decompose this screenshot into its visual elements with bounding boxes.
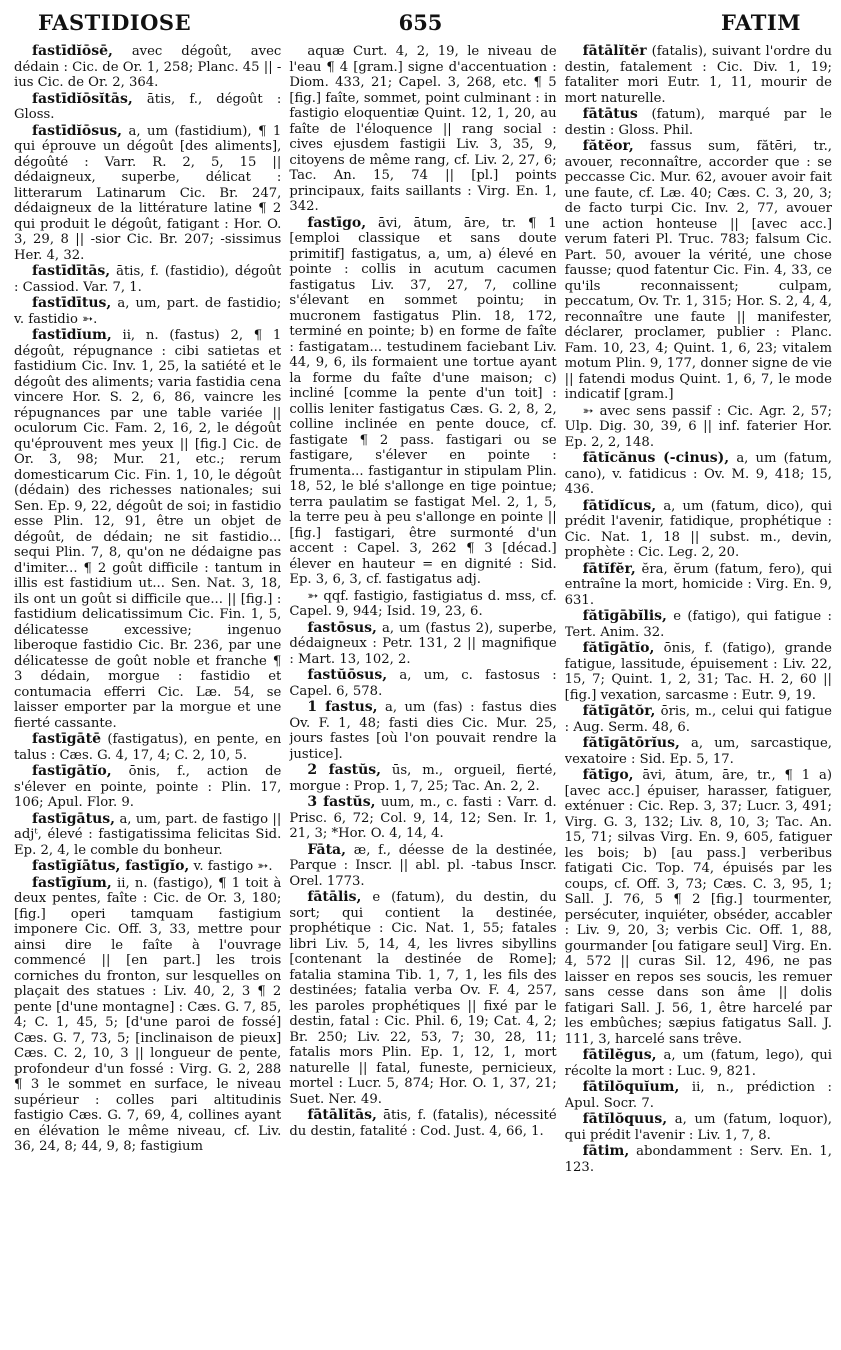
column-right <box>565 44 832 1344</box>
column-left <box>14 44 281 1344</box>
entry-definition: ōnis, f., action de s'élever en pointe, pointe : Plin. 17, 106; Apul. Flor. 9. <box>14 764 282 810</box>
entry-definition: a, um (fastus 2), superbe, dédaigneux : Petr. 131, 2 || magnifique : Mart. 13, 102, 2. <box>289 620 557 667</box>
dictionary-entry <box>14 296 281 327</box>
entry-headword: 3 fastŭs, <box>307 794 376 810</box>
entry-definition: ii, n. (fastigo), ¶ 1 toit à deux pentes, faîte : Cic. de Or. 3, 180; [fig.] operi tamquam fastigium imponere Cic. Off. 3, 33, mettre pour ainsi dire le faîte à l'ouvrage commencé || [en part.] les trois corniches du fronton, sur lesquelles on plaçait des statues : Liv. 40, 2, 3 ¶ 2 pente [d'une montagne] : Cæs. G. 7, 85, 4; C. 1, 45, 5; [d'une paroi de fossé] Cæs. G. 7, 73, 5; [inclinaison de pieux] Cæs. C. 2, 10, 3 || longueur de pente, profondeur d'un fossé : Virg. G. 2, 288 ¶ 3 le sommet en surface, le niveau supérieur : colles pari altitudinis fastigio Cæs. G. 7, 69, 4, collines ayant en élévation le même niveau, cf. Liv. 36, 24, 8; 44, 9, 8; fastigium <box>14 875 282 1154</box>
dictionary-entry <box>565 499 832 561</box>
entry-definition: a, um (fas) : fastus dies Ov. F. 1, 48; fasti dies Cic. Mur. 25, jours fastes [où l'on pouvait rendre la justice]. <box>289 700 557 762</box>
entry-definition: v. fastigo ➳. <box>193 859 273 874</box>
entry-definition: ātis, f. (fastidio), dégoût : Cassiod. Var. 7, 1. <box>14 264 282 295</box>
dictionary-entry <box>14 812 281 859</box>
entry-definition: avec dégoût, avec dédain : Cic. de Or. 1, 258; Planc. 45 || -ius Cic. de Or. 2, 364. <box>14 44 282 90</box>
dictionary-entry <box>565 404 832 451</box>
entry-headword: fastīgātus, <box>32 810 116 827</box>
entry-headword: fātālĭtĕr <box>582 44 647 59</box>
dictionary-entry <box>14 732 281 763</box>
entry-headword: fastīgo, <box>307 214 367 231</box>
entry-headword: fastīgĭum, <box>32 874 112 891</box>
dictionary-entry <box>14 92 281 123</box>
dictionary-entry <box>14 859 281 875</box>
entry-definition: āvi, ātum, āre, tr., ¶ 1 a) [avec acc.] épuiser, harasser, fatiguer, exténuer : Cic. Rep. 3, 37; Lucr. 3, 491; Virg. G. 3, 132; Liv. 8, 10, 3; Tac. An. 15, 71; silvas Virg. En. 9, 605, fatiguer les bois; b) [au pass.] verberibus fatigati Cic. Top. 74, épuisés par les coups, cf. Off. 3, 73; Cæs. C. 3, 95, 1; Sall. J. 76, 5 ¶ 2 [fig.] tourmenter, persécuter, inquiéter, obséder, accabler : Liv. 9, 20, 3; verbis Cic. Off. 1, 88, gourmander [ou fatigare seul] Virg. En. 4, 572 || curas Sil. 12, 496, ne pas laisser en repos ses soucis, les remuer sans cesse dans son âme || dolis fatigari Sall. J. 56, 1, être harcelé par les embûches; sæpius fatigatus Sall. J. 111, 3, harcelé sans trêve. <box>564 768 832 1047</box>
dictionary-entry <box>565 704 832 735</box>
entry-definition: e (fatum), du destin, du sort; qui contient la destinée, prophétique : Cic. Nat. 1, 55; fatales libri Liv. 5, 14, 4, les livres sibyllins [contenant la destinée de Rome]; fatalia stamina Tib. 1, 7, 1, les fils des destinées; fatalia verba Ov. F. 4, 257, les paroles prophétiques || fixé par le destin, fatal : Cic. Phil. 6, 19; Cat. 4, 2; Br. 250; Liv. 22, 53, 7; 30, 28, 11; fatalis mors Plin. Ep. 1, 12, 1, mort naturelle || fatal, funeste, pernicieux, mortel : Lucr. 5, 874; Hor. O. 1, 37, 21; Suet. Ner. 49. <box>289 890 557 1107</box>
entry-headword: fātĭlĕgus, <box>582 1047 657 1063</box>
entry-definition: a, um, sarcastique, vexatoire : Sid. Ep. 5, 17. <box>564 736 832 767</box>
entry-headword: fātĭdĭcus, <box>582 497 657 514</box>
page-number: 655 <box>398 10 443 35</box>
entry-definition: ātis, f. (fatalis), nécessité du destin, fatalité : Cod. Just. 4, 66, 1. <box>289 1108 557 1139</box>
entry-definition: ōnis, f. (fatigo), grande fatigue, lassitude, épuisement : Liv. 22, 15, 7; Quint. 1, 2, 31; Tac. H. 2, 60 || [fig.] vexation, sarcasme : Eutr. 9, 19. <box>564 641 832 703</box>
entry-definition: a, um (fatum, lego), qui récolte la mort : Luc. 9, 821. <box>564 1048 832 1079</box>
dictionary-entry <box>289 843 556 890</box>
dictionary-entry <box>14 264 281 295</box>
dictionary-entry <box>289 890 556 1107</box>
entry-headword: fātĭfĕr, <box>582 560 636 577</box>
entry-headword: fătīgātŏr, <box>582 703 656 719</box>
dictionary-entry <box>14 44 281 91</box>
entry-definition: ātis, f., dégoût : Gloss. <box>14 91 282 122</box>
entry-headword: fātĭlŏquus, <box>582 1111 668 1127</box>
entry-definition: a, um, c. fastosus : Capel. 6, 578. <box>289 668 557 699</box>
dictionary-entry <box>14 764 281 811</box>
entry-definition: ĕra, ĕrum (fatum, fero), qui entraîne la mort, homicide : Virg. En. 9, 631. <box>564 561 832 608</box>
entry-definition: ➳ avec sens passif : Cic. Agr. 2, 57; Ulp. Dig. 30, 39, 6 || inf. faterier Hor. Ep. 2, 2, 148. <box>564 403 832 450</box>
entry-definition: ōris, m., celui qui fatigue : Aug. Serm. 48, 6. <box>564 704 832 735</box>
dictionary-entry <box>565 768 832 1047</box>
entry-headword: fastīdĭōsĭtās, <box>32 90 133 107</box>
entry-definition: (fatalis), suivant l'ordre du destin, fatalement : Cic. Div. 1, 19; fataliter mori Eutr. 1, 11, mourir de mort naturelle. <box>564 44 832 106</box>
entry-definition: a, um, part. de fastidio; v. fastidio ➳. <box>14 296 282 327</box>
entry-headword: 1 fastus, <box>307 699 378 715</box>
entry-headword: fastīgātĭo, <box>32 763 112 779</box>
dictionary-entry <box>565 736 832 767</box>
entry-headword: fātālĭtās, <box>307 1107 377 1123</box>
entry-definition: a, um, part. de fastigo || adjᵗ, élevé : fastigatissima felicitas Sid. Ep. 2, 4, le comble du bonheur. <box>14 811 282 858</box>
entry-headword: fastīgĭātus, fastīgĭo, <box>32 858 190 874</box>
entry-headword: fastīdĭōsus, <box>32 122 123 139</box>
entry-headword: fătīgo, <box>582 767 634 783</box>
dictionary-entry <box>289 763 556 794</box>
entry-definition: (fastigatus), en pente, en talus : Cæs. G. 4, 17, 4; C. 2, 10, 5. <box>14 732 282 763</box>
entry-headword: fătīgātĭo, <box>582 640 655 656</box>
dictionary-entry <box>289 700 556 762</box>
entry-headword: fātim, <box>582 1143 630 1159</box>
dictionary-entry <box>565 641 832 703</box>
entry-headword: fastŭōsus, <box>307 667 388 683</box>
dictionary-entry <box>565 1144 832 1175</box>
dictionary-entry <box>14 328 281 731</box>
dictionary-entry <box>565 562 832 609</box>
dictionary-entry <box>289 668 556 699</box>
entry-definition: e (fatigo), qui fatigue : Tert. Anim. 32. <box>564 609 832 640</box>
entry-definition: æ, f., déesse de la destinée, Parque : Inscr. || abl. pl. -tabus Inscr. Orel. 1773. <box>289 842 557 889</box>
entry-headword: fātātus <box>582 106 638 122</box>
running-head-left: FASTIDIOSE <box>38 10 192 35</box>
entry-headword: Fāta, <box>307 841 346 858</box>
page-header <box>0 10 841 36</box>
dictionary-entry <box>289 1108 556 1139</box>
entry-headword: fātĭcănus (-cinus), <box>582 450 730 466</box>
entry-headword: fastīdĭōsē, <box>32 44 113 59</box>
entry-headword: fātālis, <box>307 889 362 905</box>
column-middle <box>289 44 556 1344</box>
entry-headword: fastīdĭum, <box>32 327 112 343</box>
entry-definition: āvi, ātum, āre, tr. ¶ 1 [emploi classique et sans doute primitif] fastigatus, a, um, a) élevé en pointe : collis in acutum cacumen fastigatus Liv. 37, 27, 7, colline s'élevant en sommet pointu; in mucronem fastigatus Plin. 18, 172, terminé en pointe; b) en forme de faîte : fastigatam... testudinem faciebant Liv. 44, 9, 6, ils formaient une tortue ayant la forme du faîte d'une maison; c) incliné [comme la pente d'un toit] : collis leniter fastigatus Cæs. G. 2, 8, 2, colline inclinée en pente douce, cf. fastigate ¶ 2 pass. fastigari ou se fastigare, s'élever en pointe : frumenta... fastigantur in stipulam Plin. 18, 52, le blé s'allonge en tige pointue; terra paulatim se fastigat Mel. 2, 1, 5, la terre peu à peu s'allonge en pointe || [fig.] fastigari, être surmonté d'un accent : Capel. 3, 262 ¶ 3 [décad.] élever en hauteur = en dignité : Sid. Ep. 3, 6, 3, cf. fastigatus adj. <box>289 215 557 587</box>
entry-definition: ii, n. (fastus) 2, ¶ 1 dégoût, répugnance : cibi satietas et fastidium Cic. Inv. 1, 25, la satiété et le dégoût des aliments; varia fastidia cena vincere Hor. S. 2, 6, 86, vaincre les répugnances par une table variée || oculorum Cic. Fam. 2, 16, 2, le dégoût qu'éprouvent mes yeux || [fig.] Cic. de Or. 3, 98; Mur. 21, etc.; rerum domesticarum Cic. Fin. 1, 10, le dégoût (dédain) des richesses nationales; sui Sen. Ep. 9, 22, dégoût de soi; in fastidio esse Plin. 12, 91, être un objet de dégoût, de dédain; ne sit fastidio... sequi Plin. 7, 8, qu'on ne dédaigne pas d'imiter... ¶ 2 goût difficile : tantum in illis est fastidium ut... Sen. Nat. 3, 18, ils ont un goût si difficile que... || [fig.] : fastidium delicatissimum Cic. Fin. 1, 5, délicatesse excessive; ingenuo liberoque fastidio Cic. Br. 236, par une délicatesse de goût noble et franche ¶ 3 dédain, morgue : fastidio et contumacia efferri Cic. Læ. 54, se laisser emporter par la morgue et une fierté cassante. <box>14 328 282 731</box>
entry-headword: fătīgābĭlis, <box>582 608 667 624</box>
entry-definition: a, um (fatum, dico), qui prédit l'avenir, fatidique, prophétique : Cic. Nat. 1, 18 || subst. m., devin, prophète : Cic. Leg. 2, 20. <box>564 498 832 560</box>
dictionary-entry <box>565 1048 832 1079</box>
entry-definition: aquæ Curt. 4, 2, 19, le niveau de l'eau ¶ 4 [gram.] signe d'accentuation : Diom. 433, 21; Capel. 3, 268, etc. ¶ 5 [fig.] faîte, sommet, point culminant : in fastigio eloquentiæ Quint. 12, 1, 20, au faîte de l'éloquence || rang social : cives ejusdem fastigii Liv. 3, 35, 9, citoyens de même rang, cf. Liv. 2, 27, 6; Tac. An. 15, 74 || [pl.] points principaux, faits saillants : Virg. En. 1, 342. <box>289 44 557 214</box>
dictionary-entry <box>565 44 832 106</box>
entry-definition: a, um (fatum, loquor), qui prédit l'avenir : Liv. 1, 7, 8. <box>564 1112 832 1143</box>
entry-headword: fastīdītus, <box>32 295 112 311</box>
entry-definition: abondamment : Serv. En. 1, 123. <box>564 1144 832 1175</box>
dictionary-entry <box>289 589 556 620</box>
dictionary-entry <box>289 44 556 215</box>
dictionary-entry <box>565 451 832 498</box>
dictionary-entry <box>289 216 556 588</box>
dictionary-entry <box>565 107 832 138</box>
entry-headword: fastīdītās, <box>32 263 111 279</box>
dictionary-entry <box>289 621 556 668</box>
entry-definition: fassus sum, fătēri, tr., avouer, reconnaître, accorder que : se peccasse Cic. Mur. 62, avouer avoir fait une faute, cf. Læ. 40; Cæs. C. 3, 20, 3; de facto turpi Cic. Inv. 2, 77, avouer une action honteuse || [avec acc.] verum fateri Pl. Truc. 783; falsum Cic. Part. 50, avouer la vérité, une chose fausse; quod fatentur Cic. Fin. 4, 33, ce qu'ils reconnaissent; culpam, peccatum, Ov. Tr. 1, 315; Hor. S. 2, 4, 4, reconnaître une faute || manifester, déclarer, proclamer, publier : Planc. Fam. 10, 23, 4; Quint. 1, 6, 23; vitalem motum Plin. 9, 177, donner signe de vie || fatendi modus Quint. 1, 6, 7, le mode indicatif [gram.] <box>564 139 832 402</box>
entry-headword: fastōsus, <box>307 619 377 636</box>
entry-headword: fastīgātē <box>32 731 101 747</box>
dictionary-entry <box>565 139 832 403</box>
dictionary-entry <box>14 876 281 1155</box>
entry-definition: ➳ qqf. fastigio, fastigiatus d. mss, cf. Capel. 9, 944; Isid. 19, 23, 6. <box>289 588 557 619</box>
dictionary-entry <box>565 1080 832 1111</box>
entry-definition: (fatum), marqué par le destin : Gloss. Phil. <box>564 107 832 138</box>
dictionary-entry <box>14 124 281 264</box>
entry-definition: a, um (fatum, cano), v. fatidicus : Ov. M. 9, 418; 15, 436. <box>564 451 832 497</box>
dictionary-entry <box>289 795 556 842</box>
entry-definition: uum, m., c. fasti : Varr. d. Prisc. 6, 72; Col. 9, 14, 12; Sen. Ir. 1, 21, 3; *Hor. O. 4, 14, 4. <box>289 795 557 841</box>
dictionary-entry <box>565 609 832 640</box>
entry-definition: ūs, m., orgueil, fierté, morgue : Prop. 1, 7, 25; Tac. An. 2, 2. <box>289 763 557 794</box>
entry-headword: fătīgātōrĭus, <box>582 735 680 751</box>
entry-headword: 2 fastŭs, <box>307 762 381 778</box>
entry-headword: fătĕor, <box>582 138 634 154</box>
dictionary-entry <box>565 1112 832 1143</box>
entry-definition: ii, n., prédiction : Apul. Socr. 7. <box>564 1080 832 1111</box>
entry-definition: a, um (fastidium), ¶ 1 qui éprouve un dégoût [des aliments], dégoûté : Varr. R. 2, 5, 15 || dédaigneux, superbe, délicat : litterarum Latinarum Cic. Br. 247, dédaigneux de la littérature latine ¶ 2 qui produit le dégoût, fatigant : Hor. O. 3, 29, 8 || -sior Cic. Br. 207; -sissimus Her. 4, 32. <box>14 123 282 263</box>
dictionary-columns <box>14 44 832 1344</box>
running-head-right: FATIM <box>720 10 801 35</box>
entry-headword: fātĭlŏquĭum, <box>582 1079 680 1095</box>
